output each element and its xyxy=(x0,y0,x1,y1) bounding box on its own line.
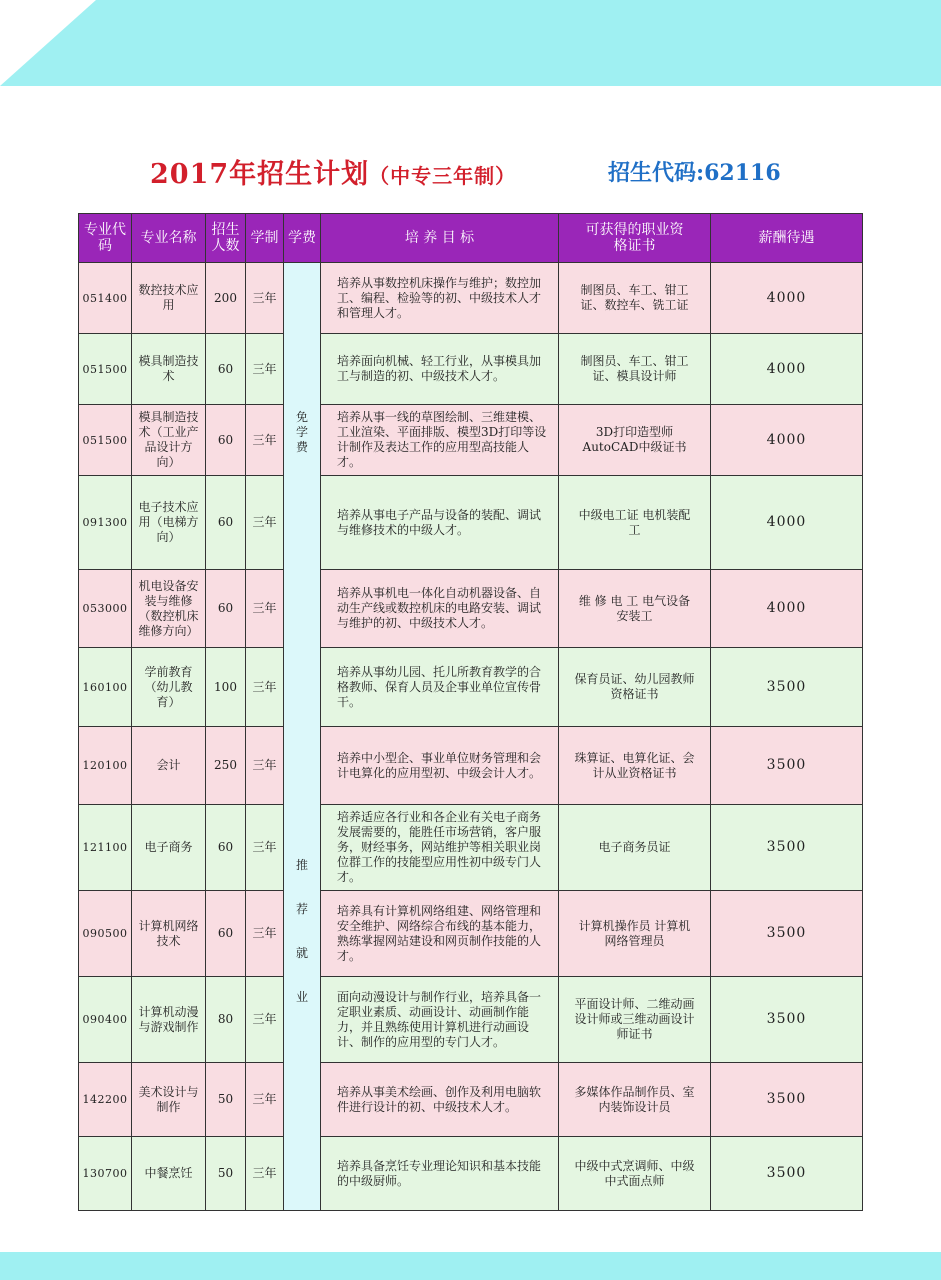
cell-code: 053000 xyxy=(79,570,132,648)
cell-cert: 电子商务员证 xyxy=(559,805,711,891)
table-row xyxy=(79,891,863,977)
title-sub: （中专三年制） xyxy=(369,164,517,188)
cell-goal: 培养从事幼儿园、托儿所教育教学的合格教师、保育人员及企事业单位宣传骨干。 xyxy=(321,648,559,727)
cell-cert: 3D打印造型师 AutoCAD中级证书 xyxy=(559,405,711,476)
cell-cert: 多媒体作品制作员、室内装饰设计员 xyxy=(559,1063,711,1137)
cell-count: 60 xyxy=(206,891,246,977)
title-main: 2017年招生计划 xyxy=(150,159,370,190)
cell-goal: 培养具备烹饪专业理论知识和基本技能的中级厨师。 xyxy=(321,1137,559,1211)
header-fee: 学费 xyxy=(284,214,321,263)
cell-code: 051500 xyxy=(79,405,132,476)
cell-count: 50 xyxy=(206,1063,246,1137)
table-row xyxy=(79,263,863,334)
page-title xyxy=(150,152,517,190)
cell-fee xyxy=(284,263,321,1211)
fee-free-label xyxy=(284,410,320,455)
cell-name: 机电设备安装与维修（数控机床维修方向） xyxy=(132,570,206,648)
table-row xyxy=(79,570,863,648)
fee-char: 推 xyxy=(295,858,308,872)
cell-salary: 4000 xyxy=(711,405,863,476)
cell-salary: 3500 xyxy=(711,1137,863,1211)
cell-code: 120100 xyxy=(79,727,132,805)
cell-salary: 4000 xyxy=(711,570,863,648)
cell-salary: 3500 xyxy=(711,648,863,727)
cell-cert: 维 修 电 工 电气设备安装工 xyxy=(559,570,711,648)
cell-count: 60 xyxy=(206,805,246,891)
table-row xyxy=(79,476,863,570)
cell-code: 090500 xyxy=(79,891,132,977)
cell-name: 中餐烹饪 xyxy=(132,1137,206,1211)
table-row xyxy=(79,727,863,805)
enrollment-code: 招生代码:62116 xyxy=(608,160,781,186)
fee-char: 业 xyxy=(295,990,308,1004)
header-salary: 薪酬待遇 xyxy=(711,214,863,263)
cell-name: 学前教育（幼儿教育） xyxy=(132,648,206,727)
cell-name: 计算机网络技术 xyxy=(132,891,206,977)
cell-cert: 制图员、车工、钳工证、数控车、铣工证 xyxy=(559,263,711,334)
fee-recommend-label xyxy=(284,843,320,1019)
cell-name: 电子商务 xyxy=(132,805,206,891)
cell-salary: 4000 xyxy=(711,263,863,334)
cell-name: 美术设计与制作 xyxy=(132,1063,206,1137)
cell-name: 数控技术应用 xyxy=(132,263,206,334)
cell-duration: 三年 xyxy=(246,805,284,891)
cell-code: 051500 xyxy=(79,334,132,405)
cell-cert: 中级中式烹调师、中级中式面点师 xyxy=(559,1137,711,1211)
cell-duration: 三年 xyxy=(246,1137,284,1211)
cell-cert: 珠算证、电算化证、会计从业资格证书 xyxy=(559,727,711,805)
cell-cert: 中级电工证 电机装配工 xyxy=(559,476,711,570)
cell-duration: 三年 xyxy=(246,891,284,977)
cell-count: 60 xyxy=(206,476,246,570)
cell-cert: 计算机操作员 计算机网络管理员 xyxy=(559,891,711,977)
cell-count: 200 xyxy=(206,263,246,334)
table-row xyxy=(79,1137,863,1211)
cell-name: 会计 xyxy=(132,727,206,805)
cell-duration: 三年 xyxy=(246,476,284,570)
header-goal: 培 养 目 标 xyxy=(321,214,559,263)
cell-salary: 3500 xyxy=(711,1063,863,1137)
bottom-decorative-band xyxy=(0,1252,941,1280)
cell-salary: 3500 xyxy=(711,977,863,1063)
cell-goal: 培养从事机电一体化自动机器设备、自动生产线或数控机床的电路安装、调试与维护的初、中级技术人才。 xyxy=(321,570,559,648)
cell-duration: 三年 xyxy=(246,1063,284,1137)
cell-duration: 三年 xyxy=(246,334,284,405)
header-cert: 可获得的职业资格证书 xyxy=(559,214,711,263)
cell-count: 60 xyxy=(206,405,246,476)
cell-count: 60 xyxy=(206,570,246,648)
cell-goal: 培养从事美术绘画、创作及利用电脑软件进行设计的初、中级技术人才。 xyxy=(321,1063,559,1137)
cell-duration: 三年 xyxy=(246,977,284,1063)
cell-cert: 平面设计师、二维动画设计师或三维动画设计师证书 xyxy=(559,977,711,1063)
cell-cert: 制图员、车工、钳工证、模具设计师 xyxy=(559,334,711,405)
cell-name: 电子技术应用（电梯方向） xyxy=(132,476,206,570)
cell-count: 100 xyxy=(206,648,246,727)
cell-goal: 培养从事电子产品与设备的装配、调试与维修技术的中级人才。 xyxy=(321,476,559,570)
header-name: 专业名称 xyxy=(132,214,206,263)
cell-code: 091300 xyxy=(79,476,132,570)
cell-code: 130700 xyxy=(79,1137,132,1211)
cell-cert: 保育员证、幼儿园教师资格证书 xyxy=(559,648,711,727)
fee-char: 免 xyxy=(295,410,308,424)
cell-goal: 面向动漫设计与制作行业，培养具备一定职业素质、动画设计、动画制作能力，并且熟练使用计算机进行动画设计、制作的应用型的专门人才。 xyxy=(321,977,559,1063)
header-duration: 学制 xyxy=(246,214,284,263)
cell-goal: 培养面向机械、轻工行业，从事模具加工与制造的初、中级技术人才。 xyxy=(321,334,559,405)
cell-duration: 三年 xyxy=(246,263,284,334)
cell-name: 计算机动漫与游戏制作 xyxy=(132,977,206,1063)
fee-char: 就 xyxy=(295,946,308,960)
cell-name: 模具制造技术（工业产品设计方向） xyxy=(132,405,206,476)
cell-salary: 3500 xyxy=(711,805,863,891)
cell-salary: 3500 xyxy=(711,891,863,977)
cell-code: 090400 xyxy=(79,977,132,1063)
cell-count: 60 xyxy=(206,334,246,405)
table-row xyxy=(79,1063,863,1137)
cell-goal: 培养具有计算机网络组建、网络管理和安全维护、网络综合布线的基本能力，熟练掌握网站建设和网页制作技能的人才。 xyxy=(321,891,559,977)
cell-duration: 三年 xyxy=(246,727,284,805)
top-corner-notch xyxy=(0,0,96,86)
cell-code: 160100 xyxy=(79,648,132,727)
fee-char: 荐 xyxy=(295,902,308,916)
header-code: 专业代码 xyxy=(79,214,132,263)
cell-count: 80 xyxy=(206,977,246,1063)
fee-char: 学 xyxy=(295,425,308,439)
cell-goal: 培养中小型企、事业单位财务管理和会计电算化的应用型初、中级会计人才。 xyxy=(321,727,559,805)
cell-code: 051400 xyxy=(79,263,132,334)
table-row xyxy=(79,648,863,727)
table-row xyxy=(79,805,863,891)
cell-duration: 三年 xyxy=(246,570,284,648)
table-row xyxy=(79,977,863,1063)
cell-count: 250 xyxy=(206,727,246,805)
cell-salary: 4000 xyxy=(711,476,863,570)
cell-goal: 培养从事数控机床操作与维护；数控加工、编程、检验等的初、中级技术人才和管理人才。 xyxy=(321,263,559,334)
cell-code: 121100 xyxy=(79,805,132,891)
cell-code: 142200 xyxy=(79,1063,132,1137)
enrollment-plan-table xyxy=(78,213,863,1211)
cell-salary: 4000 xyxy=(711,334,863,405)
cell-salary: 3500 xyxy=(711,727,863,805)
top-decorative-band xyxy=(0,0,941,86)
header-count: 招生人数 xyxy=(206,214,246,263)
table-header-row xyxy=(79,214,863,263)
cell-goal: 培养适应各行业和各企业有关电子商务发展需要的，能胜任市场营销，客户服务，财经事务，网站维护等相关职业岗位群工作的技能型应用性初中级专门人才。 xyxy=(321,805,559,891)
cell-name: 模具制造技术 xyxy=(132,334,206,405)
cell-count: 50 xyxy=(206,1137,246,1211)
table-row xyxy=(79,405,863,476)
table-row xyxy=(79,334,863,405)
cell-duration: 三年 xyxy=(246,648,284,727)
cell-goal: 培养从事一线的草图绘制、三维建模、工业渲染、平面排版、模型3D打印等设计制作及表达工作的应用型高技能人才。 xyxy=(321,405,559,476)
cell-duration: 三年 xyxy=(246,405,284,476)
fee-char: 费 xyxy=(295,440,308,454)
